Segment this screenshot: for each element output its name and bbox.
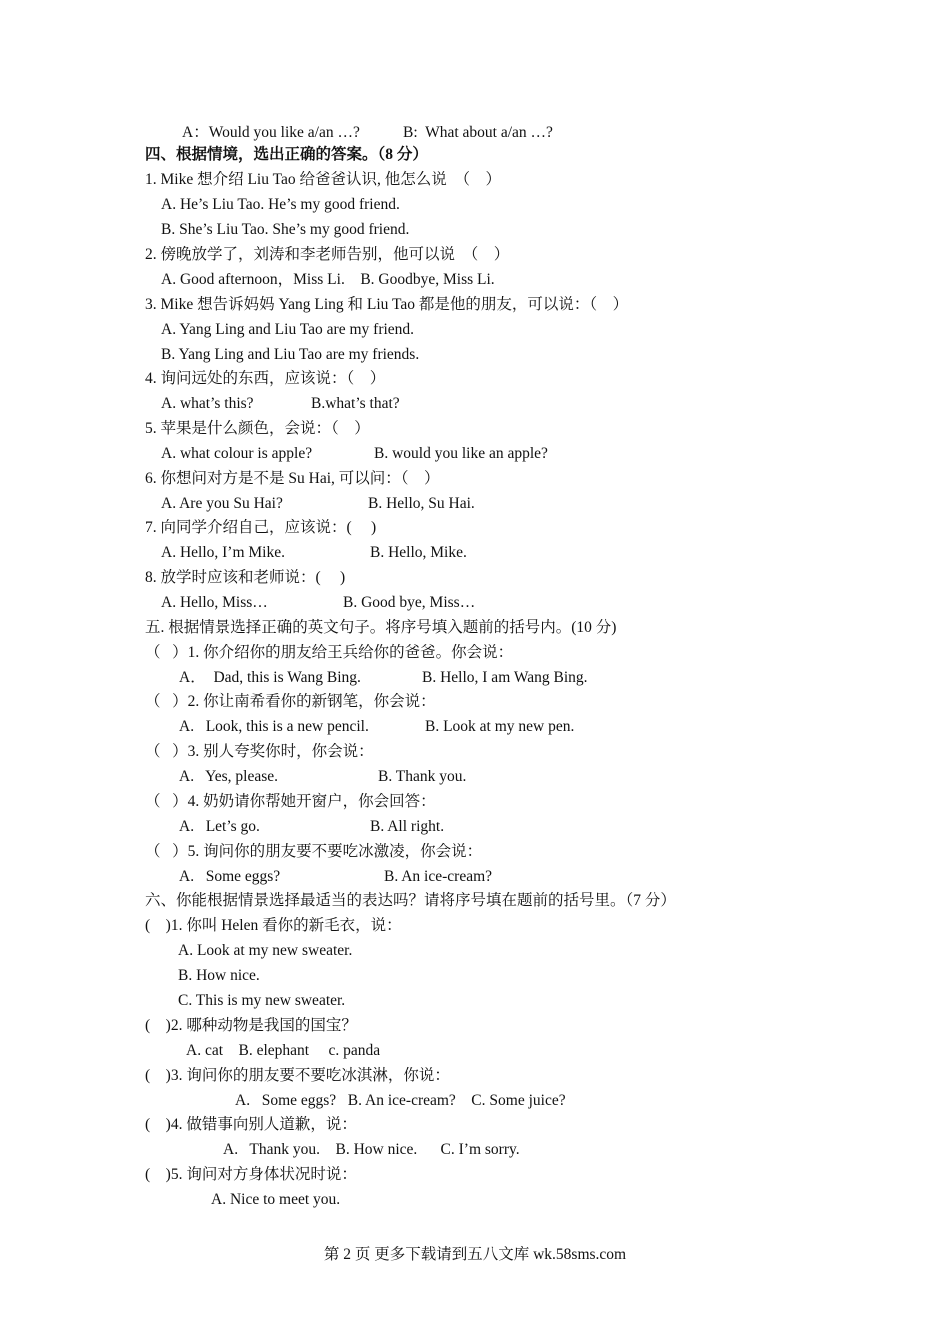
text-line	[145, 518, 376, 538]
text-line	[145, 692, 436, 712]
line-text: A. Look, this is a new pencil.	[179, 718, 369, 735]
text-line	[161, 345, 419, 365]
line-text: （ ）4. 奶奶请你帮她开窗户，你会回答：	[145, 793, 436, 810]
text-line	[145, 245, 509, 265]
text-line	[145, 369, 385, 389]
text-line	[161, 270, 495, 290]
text-line	[161, 444, 312, 464]
line-text: A. Some eggs? B. An ice-cream? C. Some juice?	[235, 1092, 566, 1109]
text-line	[161, 320, 414, 340]
text-line	[178, 941, 352, 961]
text-line	[145, 1066, 450, 1086]
line-text: C. This is my new sweater.	[178, 992, 346, 1009]
text-line	[179, 867, 280, 887]
option-b-text: B. All right.	[370, 818, 445, 835]
text-line	[145, 792, 436, 812]
line-text: 8. 放学时应该和老师说：( )	[145, 569, 346, 586]
line-text: （ ）3. 别人夸奖你时，你会说：	[145, 743, 374, 760]
option-b-text: B. Look at my new pen.	[425, 718, 575, 735]
text-line	[145, 568, 345, 588]
text-line	[161, 494, 283, 514]
line-text: B. How nice.	[178, 967, 260, 984]
text-line	[161, 195, 400, 215]
line-text: 5. 苹果是什么颜色，会说：（ ）	[145, 420, 370, 437]
line-text: （ ）5. 询问你的朋友要不要吃冰激凌，你会说：	[145, 843, 483, 860]
line-text: A. what colour is apple?	[161, 445, 313, 462]
option-b-text: B. Thank you.	[378, 768, 467, 785]
line-text: A． Dad, this is Wang Bing.	[179, 669, 361, 686]
line-text: A. what’s this?	[161, 395, 254, 412]
text-line	[145, 643, 513, 663]
line-text: 四、根据情境，选出正确的答案。（8 分）	[145, 146, 428, 163]
text-line	[145, 170, 501, 190]
text-line	[223, 1140, 520, 1160]
text-line	[145, 891, 676, 911]
line-text: ( )1. 你叫 Helen 看你的新毛衣，说：	[145, 917, 402, 934]
line-text: ( )2. 哪种动物是我国的国宝？	[145, 1017, 357, 1034]
text-line	[145, 469, 440, 489]
line-text: A：Would you like a/an …?	[182, 124, 360, 141]
option-b-text: B: What about a/an …?	[403, 124, 553, 141]
option-b-text: B. would you like an apple?	[374, 445, 548, 462]
line-text: A. Yang Ling and Liu Tao are my friend.	[161, 321, 415, 338]
line-text: ( )5. 询问对方身体状况时说：	[145, 1166, 357, 1183]
line-text: A. Hello, Miss…	[161, 594, 268, 611]
option-b-text: B. Hello, Su Hai.	[368, 495, 475, 512]
line-text: B. She’s Liu Tao. She’s my good friend.	[161, 221, 410, 238]
line-text: 7. 向同学介绍自己，应该说：( )	[145, 519, 377, 536]
text-line	[161, 543, 285, 563]
line-text: A. Look at my new sweater.	[178, 942, 353, 959]
text-line	[145, 419, 370, 439]
text-line	[145, 1165, 357, 1185]
line-text: 2. 傍晚放学了，刘涛和李老师告别，他可以说 （ ）	[145, 246, 510, 263]
option-b-text: B. Good bye, Miss…	[343, 594, 476, 611]
line-text: 1. Mike 想介绍 Liu Tao 给爸爸认识, 他怎么说 （ ）	[145, 171, 501, 188]
line-text: A. Nice to meet you.	[211, 1191, 341, 1208]
line-text: A. Hello, I’m Mike.	[161, 544, 285, 561]
text-line	[145, 916, 402, 936]
text-line	[161, 593, 268, 613]
line-text: A. cat B. elephant c. panda	[186, 1042, 381, 1059]
text-line	[145, 842, 482, 862]
line-text: B. Yang Ling and Liu Tao are my friends.	[161, 346, 420, 363]
line-text: （ ）2. 你让南希看你的新钢笔，你会说：	[145, 693, 436, 710]
text-line	[178, 966, 260, 986]
line-text: （ ）1. 你介绍你的朋友给王兵给你的爸爸。你会说：	[145, 644, 514, 661]
text-line	[145, 742, 374, 762]
text-line	[145, 145, 428, 165]
text-line	[178, 991, 345, 1011]
text-line	[161, 220, 409, 240]
text-line	[182, 123, 360, 143]
line-text: 3. Mike 想告诉妈妈 Yang Ling 和 Liu Tao 都是他的朋友，可以说：（ ）	[145, 296, 629, 313]
line-text: 五. 根据情景选择正确的英文句子。将序号填入题前的括号内。(10 分)	[145, 619, 617, 636]
text-line	[161, 394, 254, 414]
line-text: A. Yes, please.	[179, 768, 279, 785]
text-line	[145, 1016, 357, 1036]
text-line	[235, 1091, 566, 1111]
line-text: A. He’s Liu Tao. He’s my good friend.	[161, 196, 400, 213]
text-line	[145, 1115, 357, 1135]
page-footer: 第 2 页 更多下载请到五八文库 wk.58sms.com	[323, 1246, 627, 1263]
line-text: A. Are you Su Hai?	[161, 495, 283, 512]
text-line	[145, 295, 628, 315]
line-text: 6. 你想问对方是不是 Su Hai, 可以问：（ ）	[145, 470, 440, 487]
option-b-text: B. Hello, I am Wang Bing.	[422, 669, 588, 686]
line-text: A. Good afternoon，Miss Li. B. Goodbye, Miss Li.	[161, 271, 495, 288]
option-b-text: B. Hello, Mike.	[370, 544, 467, 561]
line-text: ( )3. 询问你的朋友要不要吃冰淇淋，你说：	[145, 1067, 450, 1084]
line-text: A. Some eggs?	[179, 868, 281, 885]
line-text: 4. 询问远处的东西，应该说：（ ）	[145, 370, 386, 387]
line-text: ( )4. 做错事向别人道歉，说：	[145, 1116, 357, 1133]
text-line	[186, 1041, 380, 1061]
text-line	[179, 717, 369, 737]
text-line	[179, 817, 260, 837]
option-b-text: B. An ice-cream?	[384, 868, 493, 885]
text-line	[179, 668, 361, 688]
line-text: A. Thank you. B. How nice. C. I’m sorry.	[223, 1141, 520, 1158]
text-line	[145, 618, 616, 638]
text-line	[211, 1190, 340, 1210]
line-text: A. Let’s go.	[179, 818, 260, 835]
text-line	[179, 767, 278, 787]
option-b-text: B.what’s that?	[311, 395, 400, 412]
line-text: 六、你能根据情景选择最适当的表达吗？请将序号填在题前的括号里。（7 分）	[145, 892, 676, 909]
